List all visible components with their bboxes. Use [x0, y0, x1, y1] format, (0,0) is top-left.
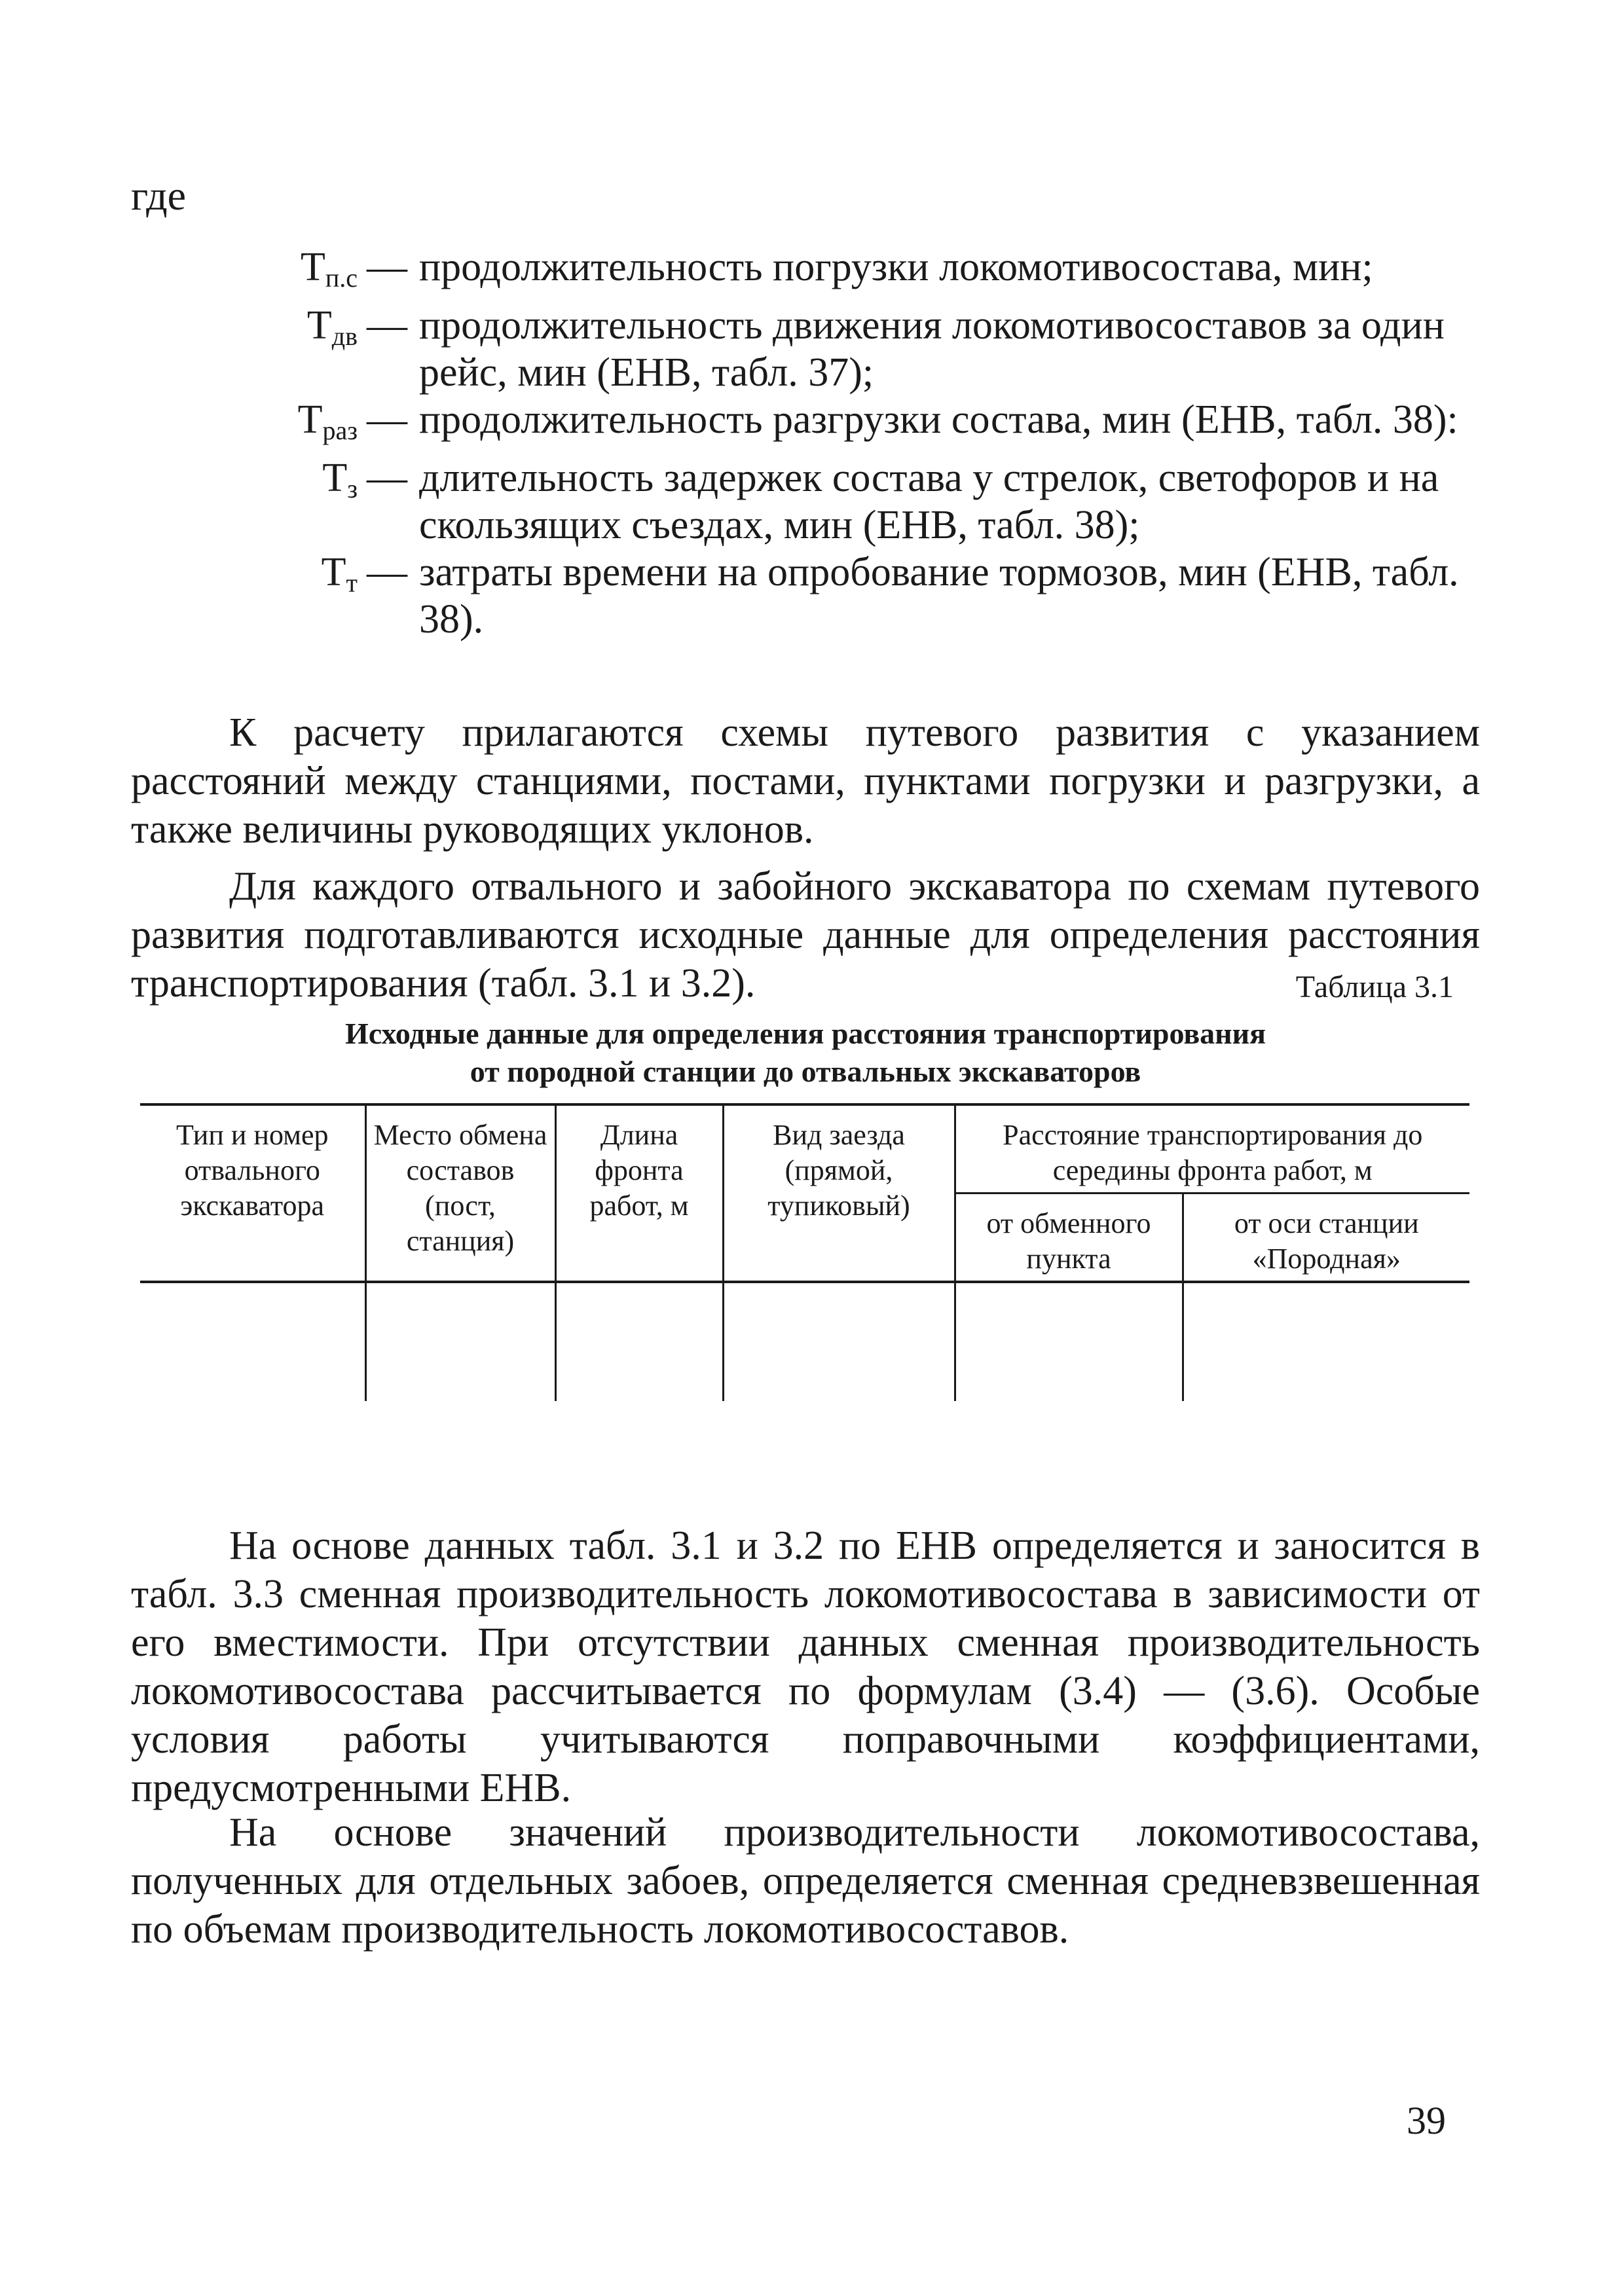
definition-dash: — — [367, 456, 407, 500]
table-cell — [723, 1282, 955, 1401]
definition-dash: — — [367, 245, 407, 289]
definition-dash: — — [367, 303, 407, 348]
table-cell — [140, 1282, 365, 1401]
table-3-1 — [140, 1103, 1469, 1401]
definition-text: затраты времени на опробование тормозов, мин (ЕНВ, табл. 38). — [419, 550, 1459, 642]
definition-text: длительность задержек состава у стрелок, светофоров и на скользящих съездах, мин (ЕНВ, табл. 38); — [419, 456, 1439, 547]
definition-text: продолжительность разгрузки состава, мин (ЕНВ, табл. 38): — [419, 397, 1458, 442]
definition-text: продолжительность движения локомотивосоставов за один рейс, мин (ЕНВ, табл. 37); — [419, 303, 1445, 395]
table-header-cell: Длина фронта работ, м — [555, 1104, 723, 1282]
table-header-group-cell: Расстояние транспортирования до середины фронта работ, м — [955, 1104, 1469, 1194]
table-header-row — [140, 1104, 1469, 1194]
table-label: Таблица 3.1 — [1295, 970, 1454, 1004]
definition-item — [131, 302, 1480, 396]
table-caption-line: от породной станции до отвальных экскаваторов — [470, 1055, 1141, 1088]
definition-symbol: $Т_з$ — [322, 456, 358, 503]
table-cell — [1183, 1282, 1469, 1401]
where-word: где — [131, 172, 187, 219]
table-row — [140, 1282, 1469, 1401]
definition-item — [131, 549, 1480, 643]
table-caption-line: Исходные данные для определения расстояния транспортирования — [344, 1017, 1266, 1050]
definition-item — [131, 244, 1480, 302]
definitions-list — [131, 244, 1480, 643]
table-header-cell: Вид заезда (прямой, тупиковый) — [723, 1104, 955, 1282]
definition-symbol: $Т_{дв}$ — [306, 303, 358, 351]
definition-text: продолжительность погрузки локомотивосостава, мин; — [419, 245, 1373, 289]
paragraph-weighted-average: На основе значений производительности локомотивосостава, полученных для отдельных забоев, определяется сменная средневзвешенная по объемам производительность локомотивосоставов. — [131, 1810, 1480, 1952]
table-cell — [365, 1282, 555, 1401]
definition-symbol: $Т_{раз}$ — [297, 397, 358, 445]
page-number: 39 — [1407, 2099, 1446, 2142]
definition-dash: — — [367, 550, 407, 594]
definition-symbol: $Т_{п.с}$ — [300, 245, 358, 293]
table-cell — [555, 1282, 723, 1401]
definition-dash: — — [367, 397, 407, 442]
definition-symbol: $Т_т$ — [321, 550, 358, 598]
paragraph-schemes: К расчету прилагаются схемы путевого развития с указанием расстояний между станциями, постами, пунктами погрузки и разгрузки, а также величины руководящих уклонов. — [131, 710, 1480, 852]
definition-item — [131, 396, 1480, 454]
table-header-cell: Тип и номер отвального экскаватора — [140, 1104, 365, 1282]
definition-item — [131, 454, 1480, 549]
table-subheader-cell: от обменного пункта — [955, 1194, 1183, 1283]
paragraph-productivity: На основе данных табл. 3.1 и 3.2 по ЕНВ определяется и заносится в табл. 3.3 сменная производительность локомотивосостава в зависимости от его вместимости. При отсутствии данных сменная производительность локомотивосостава рассчитывается по формулам (3.4) — (3.6). Особые условия работы учитываются поправочными коэффициентами, предусмотренными ЕНВ. — [131, 1523, 1480, 1810]
table-caption — [131, 1015, 1480, 1091]
table-subheader-cell: от оси станции «Породная» — [1183, 1194, 1469, 1283]
table-cell — [955, 1282, 1183, 1401]
paragraph-initial-data: Для каждого отвального и забойного экскаватора по схемам путевого развития подготавливаются исходные данные для определения расстояния транспортирования (табл. 3.1 и 3.2). — [131, 864, 1480, 1006]
table-header-cell: Место обмена составов (пост, станция) — [365, 1104, 555, 1282]
